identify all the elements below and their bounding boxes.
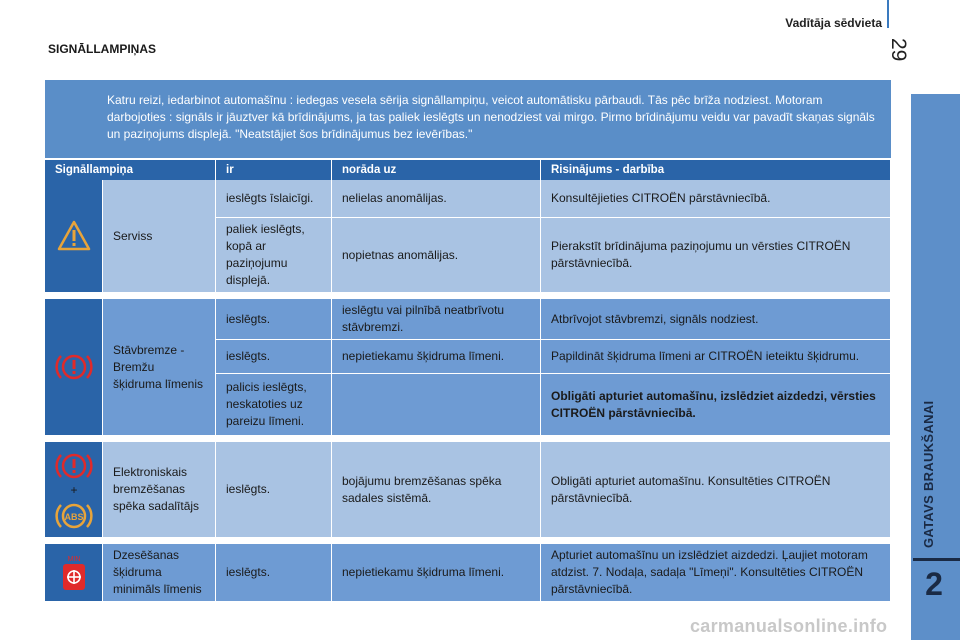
- header-signal-light: Signāllampiņa: [45, 160, 216, 180]
- state-cell: palicis ieslēgts, neskatoties uz pareizu līmeni.: [216, 374, 332, 436]
- header-indicates: norāda uz: [332, 160, 541, 180]
- watermark: carmanualsonline.info: [690, 616, 888, 636]
- header-state: ir: [216, 160, 332, 180]
- brake-warning-icon: [54, 349, 94, 385]
- svg-text:MIN: MIN: [67, 555, 80, 563]
- warning-triangle-icon: [57, 220, 91, 252]
- coolant-level-icon: [59, 553, 89, 593]
- brake-icon-cell: [45, 299, 103, 436]
- indicates-cell: nelielas anomālijas.: [332, 180, 541, 218]
- signal-name: Stāvbremze - Bremžu šķidruma līmenis: [103, 299, 216, 436]
- section-title: SIGNĀLLAMPIŅAS: [48, 42, 156, 56]
- signal-name: Serviss: [103, 180, 216, 293]
- action-cell: Obligāti apturiet automašīnu. Konsultēties CITROËN pārstāvniecībā.: [541, 442, 891, 538]
- header-rule: [887, 0, 889, 28]
- table-header-row: [45, 160, 891, 180]
- table-row: [45, 544, 891, 602]
- indicates-cell: bojājumu bremzēšanas spēka sadales sistēmā.: [332, 442, 541, 538]
- action-cell: Obligāti apturiet automašīnu, izslēdziet aizdedzi, vērsties CITROËN pārstāvniecībā.: [541, 374, 891, 436]
- page-number: 29: [887, 38, 910, 62]
- intro-box: [45, 80, 891, 158]
- chapter-side-tab-label: GATAVS BRAUKŠANAI: [921, 400, 936, 548]
- table-row: [45, 299, 891, 340]
- header-action: Risinājums - darbība: [541, 160, 891, 180]
- state-cell: ieslēgts.: [216, 442, 332, 538]
- running-header-title: Vadītāja sēdvieta: [785, 16, 882, 30]
- state-cell: paliek ieslēgts, kopā ar paziņojumu displejā.: [216, 218, 332, 293]
- action-cell: Apturiet automašīnu un izslēdziet aizdedzi. Ļaujiet motoram atdzist. 7. Nodaļa, sadaļa "Līmeņi". Konsultēties CITROËN pārstāvniecībā.: [541, 544, 891, 602]
- indicates-cell: nepietiekamu šķidruma līmeni.: [332, 544, 541, 602]
- warning-lights-table: [45, 160, 891, 602]
- indicates-cell: ieslēgtu vai pilnībā neatbrīvotu stāvbremzi.: [332, 299, 541, 340]
- service-icon-cell: [45, 180, 103, 293]
- svg-text:+: +: [69, 482, 78, 497]
- brake-abs-icon: [51, 444, 97, 536]
- indicates-cell: [332, 374, 541, 436]
- state-cell: ieslēgts.: [216, 299, 332, 340]
- action-cell: Papildināt šķidruma līmeni ar CITROËN ieteiktu šķidrumu.: [541, 340, 891, 374]
- coolant-icon-cell: [45, 544, 103, 602]
- state-cell: ieslēgts.: [216, 544, 332, 602]
- indicates-cell: nepietiekamu šķidruma līmeni.: [332, 340, 541, 374]
- indicates-cell: nopietnas anomālijas.: [332, 218, 541, 293]
- chapter-number: 2: [925, 566, 943, 602]
- signal-name: Dzesēšanas šķidruma minimāls līmenis: [103, 544, 216, 602]
- chapter-rule: [913, 558, 960, 561]
- state-cell: ieslēgts īslaicīgi.: [216, 180, 332, 218]
- ebd-icon-cell: [45, 442, 103, 538]
- table-row: [45, 442, 891, 538]
- table-row: [45, 180, 891, 218]
- state-cell: ieslēgts.: [216, 340, 332, 374]
- action-cell: Konsultējieties CITROËN pārstāvniecībā.: [541, 180, 891, 218]
- action-cell: Pierakstīt brīdinājuma paziņojumu un vērsties CITROËN pārstāvniecībā.: [541, 218, 891, 293]
- signal-name: Elektroniskais bremzēšanas spēka sadalītājs: [103, 442, 216, 538]
- intro-text: Katru reizi, iedarbinot automašīnu : iedegas vesela sērija signāllampiņu, veicot automātisku pārbaudi. Tās pēc brīža nodziest. Motoram darbojoties : signāls ir jāuztver kā brīdinājums, ja tas paliek ieslēgts un nenodziest vai mirgo. Pirmo brīdinājumu veidu var pavadīt skaņas signāls un paziņojums displejā. "Neatstājiet šos brīdinājumus bez ievērības.": [107, 93, 875, 141]
- svg-text:ABS: ABS: [63, 511, 84, 522]
- action-cell: Atbrīvojot stāvbremzi, signāls nodziest.: [541, 299, 891, 340]
